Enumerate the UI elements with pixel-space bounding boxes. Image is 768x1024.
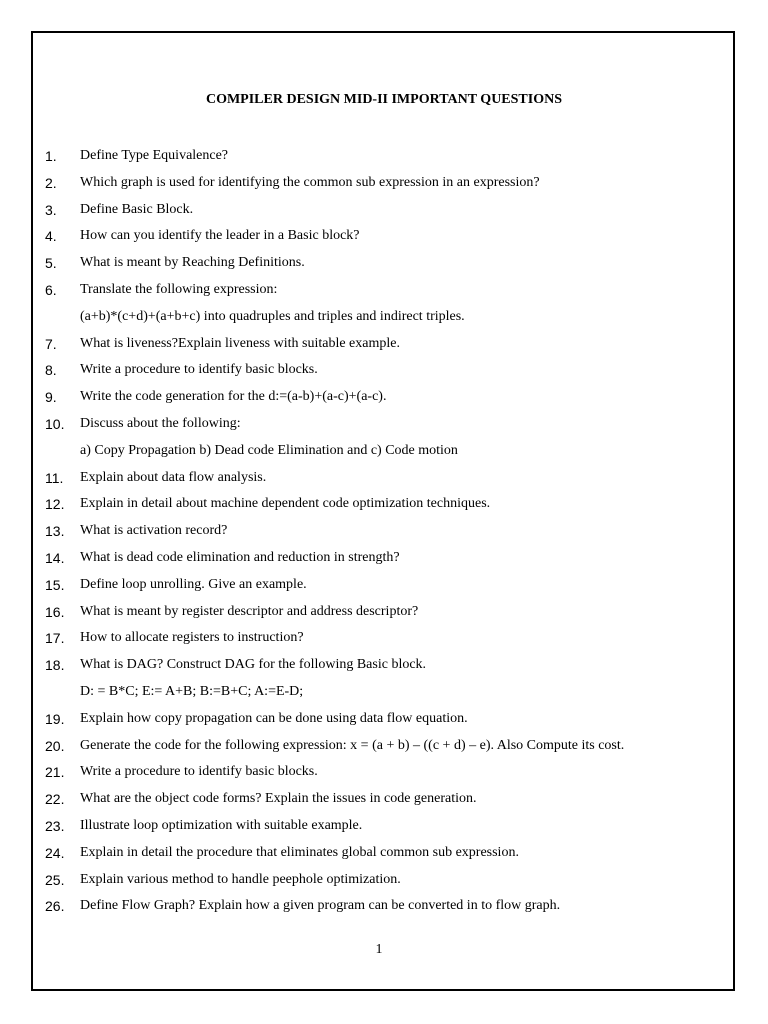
question-continuation-text: D: = B*C; E:= A+B; B:=B+C; A:=E-D; bbox=[80, 684, 304, 699]
page-number: 1 bbox=[375, 942, 383, 957]
question-continuation-text: (a+b)*(c+d)+(a+b+c) into quadruples and triples and indirect triples. bbox=[80, 308, 465, 324]
question-continuation-text: a) Copy Propagation b) Dead code Elimination and c) Code motion bbox=[80, 442, 458, 458]
question-text: Explain in detail the procedure that eliminates global common sub expression. bbox=[80, 844, 519, 860]
question-text: Define Flow Graph? Explain how a given program can be converted in to flow graph. bbox=[80, 898, 561, 914]
question-text: Write the code generation for the d:=(a-b)+(a-c)+(a-c). bbox=[80, 389, 387, 405]
question-number: 14. bbox=[45, 550, 65, 566]
question-text: Translate the following expression: bbox=[80, 282, 278, 297]
question-number: 8. bbox=[45, 362, 57, 379]
question-text: Define loop unrolling. Give an example. bbox=[80, 576, 307, 592]
question-text: Explain about data flow analysis. bbox=[80, 469, 267, 485]
question-number: 17. bbox=[45, 630, 65, 647]
question-text: How to allocate registers to instruction? bbox=[80, 630, 304, 646]
question-text: Illustrate loop optimization with suitable example. bbox=[80, 818, 363, 833]
question-text: Define Basic Block. bbox=[80, 201, 194, 217]
question-text: What is meant by register descriptor and address descriptor? bbox=[80, 603, 419, 619]
question-text: What is meant by Reaching Definitions. bbox=[80, 255, 305, 271]
question-number: 22. bbox=[45, 791, 65, 808]
question-number: 25. bbox=[45, 871, 65, 888]
document-title: COMPILER DESIGN MID-II IMPORTANT QUESTIONS bbox=[205, 92, 563, 107]
question-text: Write a procedure to identify basic blocks. bbox=[80, 362, 318, 378]
question-text: Define Type Equivalence? bbox=[80, 148, 229, 163]
question-text: What are the object code forms? Explain the issues in code generation. bbox=[80, 791, 477, 807]
question-number: 23. bbox=[45, 818, 65, 834]
question-number: 4. bbox=[45, 228, 57, 245]
question-text: Which graph is used for identifying the common sub expression in an expression? bbox=[80, 174, 540, 190]
question-text: How can you identify the leader in a Basic block? bbox=[80, 228, 360, 244]
question-number: 9. bbox=[45, 389, 57, 406]
question-number: 6. bbox=[45, 282, 57, 298]
question-number: 19. bbox=[45, 710, 65, 727]
question-text: Explain in detail about machine dependent code optimization techniques. bbox=[80, 496, 491, 512]
question-number: 1. bbox=[45, 148, 57, 164]
question-text: Explain various method to handle peephole optimization. bbox=[80, 871, 401, 887]
question-number: 3. bbox=[45, 201, 57, 218]
question-text: What is liveness?Explain liveness with suitable example. bbox=[80, 335, 400, 351]
question-number: 26. bbox=[45, 898, 65, 915]
question-number: 21. bbox=[45, 764, 65, 781]
question-text: What is dead code elimination and reduction in strength? bbox=[80, 550, 400, 565]
question-number: 24. bbox=[45, 844, 65, 861]
question-text: Generate the code for the following expression: x = (a + b) – ((c + d) – e). Also Compute its cost. bbox=[80, 737, 625, 753]
question-text: Discuss about the following: bbox=[80, 416, 241, 431]
question-number: 11. bbox=[45, 469, 64, 486]
question-number: 15. bbox=[45, 576, 65, 593]
question-number: 2. bbox=[45, 174, 57, 191]
question-number: 7. bbox=[45, 335, 57, 352]
question-text: What is DAG? Construct DAG for the following Basic block. bbox=[80, 657, 427, 673]
question-number: 10. bbox=[45, 416, 65, 432]
question-number: 13. bbox=[45, 523, 65, 540]
question-number: 12. bbox=[45, 496, 65, 513]
question-text: What is activation record? bbox=[80, 523, 228, 539]
question-number: 16. bbox=[45, 603, 65, 620]
question-text: Write a procedure to identify basic blocks. bbox=[80, 764, 318, 780]
question-number: 5. bbox=[45, 255, 57, 272]
question-number: 18. bbox=[45, 657, 65, 674]
question-number: 20. bbox=[45, 737, 65, 754]
question-text: Explain how copy propagation can be done using data flow equation. bbox=[80, 710, 468, 726]
